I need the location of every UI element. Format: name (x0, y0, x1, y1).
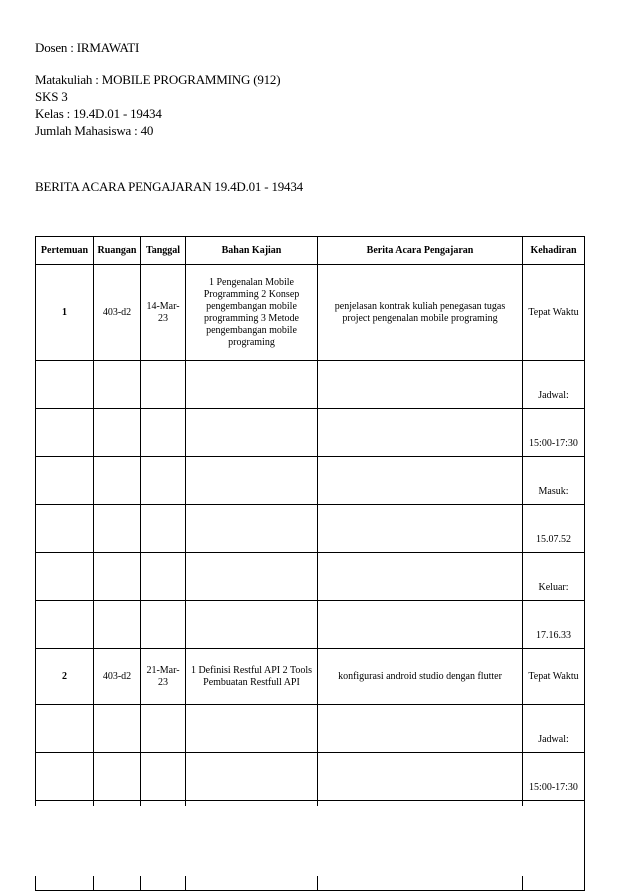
dosen-line: Dosen : IRMAWATI (35, 40, 140, 55)
table-row (36, 649, 585, 705)
col-ruangan: Ruangan (94, 237, 141, 265)
col-tanggal: Tanggal (141, 237, 186, 265)
table-row (36, 457, 585, 505)
berita-cell: penjelasan kontrak kuliah penegasan tugas project pengenalan mobile programing (318, 265, 523, 361)
masuk-value: 15.07.52 (523, 505, 585, 553)
bahan-cell: 1 Definisi Restful API 2 Tools Pembuatan Restfull API (186, 649, 318, 705)
tanggal-cell: 21-Mar-23 (141, 649, 186, 705)
ruangan-cell: 403-d2 (94, 649, 141, 705)
keluar-value: 17.16.33 (523, 601, 585, 649)
kelas-line: Kelas : 19.4D.01 - 19434 (35, 106, 162, 121)
masuk-label: Masuk: (523, 457, 585, 505)
tanggal-cell: 14-Mar-23 (141, 265, 186, 361)
jadwal-label: Jadwal: (523, 361, 585, 409)
table-row (36, 361, 585, 409)
matakuliah-line: Matakuliah : MOBILE PROGRAMMING (912) (35, 72, 281, 87)
table-row (36, 505, 585, 553)
pertemuan-cell: 2 (36, 649, 94, 705)
col-kehadiran: Kehadiran (523, 237, 585, 265)
table-row (36, 409, 585, 457)
table-row (36, 753, 585, 801)
ruangan-cell: 403-d2 (94, 265, 141, 361)
kehadiran-cell: Tepat Waktu (523, 265, 585, 361)
col-pertemuan: Pertemuan (36, 237, 94, 265)
berita-cell: konfigurasi android studio dengan flutter (318, 649, 523, 705)
col-bahan: Bahan Kajian (186, 237, 318, 265)
bahan-cell: 1 Pengenalan Mobile Programming 2 Konsep pengembangan mobile programming 3 Metode pengembangan mobile programing (186, 265, 318, 361)
jadwal-value: 15:00-17:30 (523, 409, 585, 457)
jumlah-line: Jumlah Mahasiswa : 40 (35, 123, 154, 138)
jadwal-label: Jadwal: (523, 705, 585, 753)
table-row (36, 553, 585, 601)
table-row (36, 601, 585, 649)
kehadiran-cell: Tepat Waktu (523, 649, 585, 705)
col-berita: Berita Acara Pengajaran (318, 237, 523, 265)
sks-line: SKS 3 (35, 89, 68, 104)
pertemuan-cell: 1 (36, 265, 94, 361)
page-bottom-margin (35, 806, 584, 876)
attendance-table (35, 236, 585, 891)
keluar-label: Keluar: (523, 553, 585, 601)
table-row (36, 265, 585, 361)
document-title: BERITA ACARA PENGAJARAN 19.4D.01 - 19434 (35, 179, 303, 194)
course-info (35, 72, 280, 140)
table-row (36, 705, 585, 753)
table-header-row (36, 237, 585, 265)
jadwal-value: 15:00-17:30 (523, 753, 585, 801)
